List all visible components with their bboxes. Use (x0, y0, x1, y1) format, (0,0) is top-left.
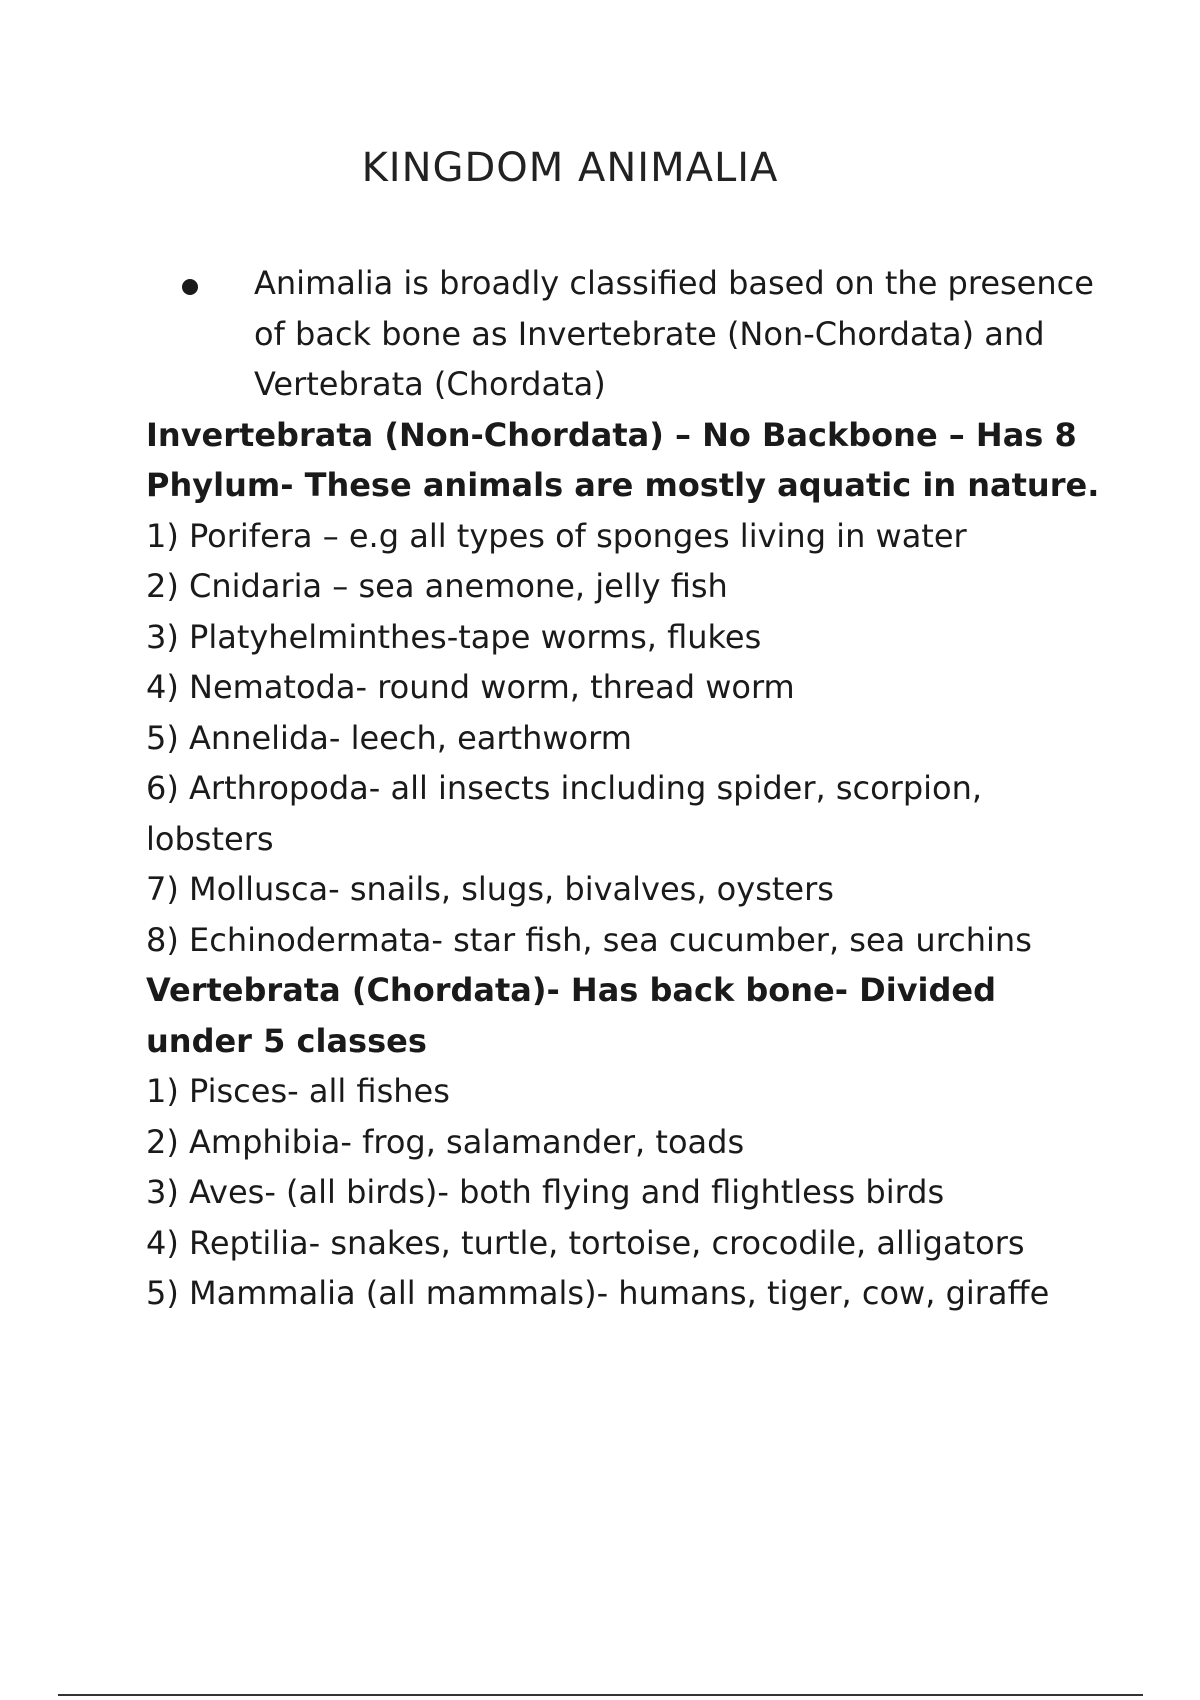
list-item: 4) Nematoda- round worm, thread worm (146, 668, 795, 706)
vertebrata-heading: Vertebrata (Chordata)- Has back bone- Divided under 5 classes (146, 971, 997, 1060)
intro-bullet (182, 258, 1106, 410)
page-title: KINGDOM ANIMALIA (361, 145, 779, 191)
list-item: 3) Platyhelminthes-tape worms, flukes (146, 617, 762, 656)
intro-bullet-text: Animalia is broadly classified based on the presence of back bone as Invertebrate (Non-Chordata) and Vertebrata (Chordata) (254, 264, 1094, 403)
list-item: 7) Mollusca- snails, slugs, bivalves, oysters (146, 870, 834, 908)
vertebrata-list (146, 1066, 1106, 1319)
list-item: 1) Pisces- all fishes (146, 1072, 450, 1110)
document-body (146, 258, 1106, 1319)
list-item: 8) Echinodermata- star fish, sea cucumber, sea urchins (146, 920, 1032, 959)
list-item: 3) Aves- (all birds)- both flying and flightless birds (146, 1173, 945, 1211)
list-item: 2) Cnidaria – sea anemone, jelly fish (146, 567, 728, 605)
list-item: 1) Porifera – e.g all types of sponges living in water (146, 516, 967, 555)
list-item: 5) Annelida- leech, earthworm (146, 718, 632, 757)
footer-divider (58, 1694, 1143, 1696)
invertebrata-list (146, 511, 1106, 966)
invertebrata-heading: Invertebrata (Non-Chordata) – No Backbone – Has 8 Phylum- These animals are mostly aquatic in nature. (146, 415, 1100, 504)
list-item: 6) Arthropoda- all insects including spider, scorpion, lobsters (146, 769, 983, 858)
list-item: 5) Mammalia (all mammals)- humans, tiger, cow, giraffe (146, 1274, 1050, 1312)
bullet-dot-icon (182, 279, 198, 295)
list-item: 2) Amphibia- frog, salamander, toads (146, 1122, 745, 1161)
list-item: 4) Reptilia- snakes, turtle, tortoise, crocodile, alligators (146, 1223, 1025, 1262)
